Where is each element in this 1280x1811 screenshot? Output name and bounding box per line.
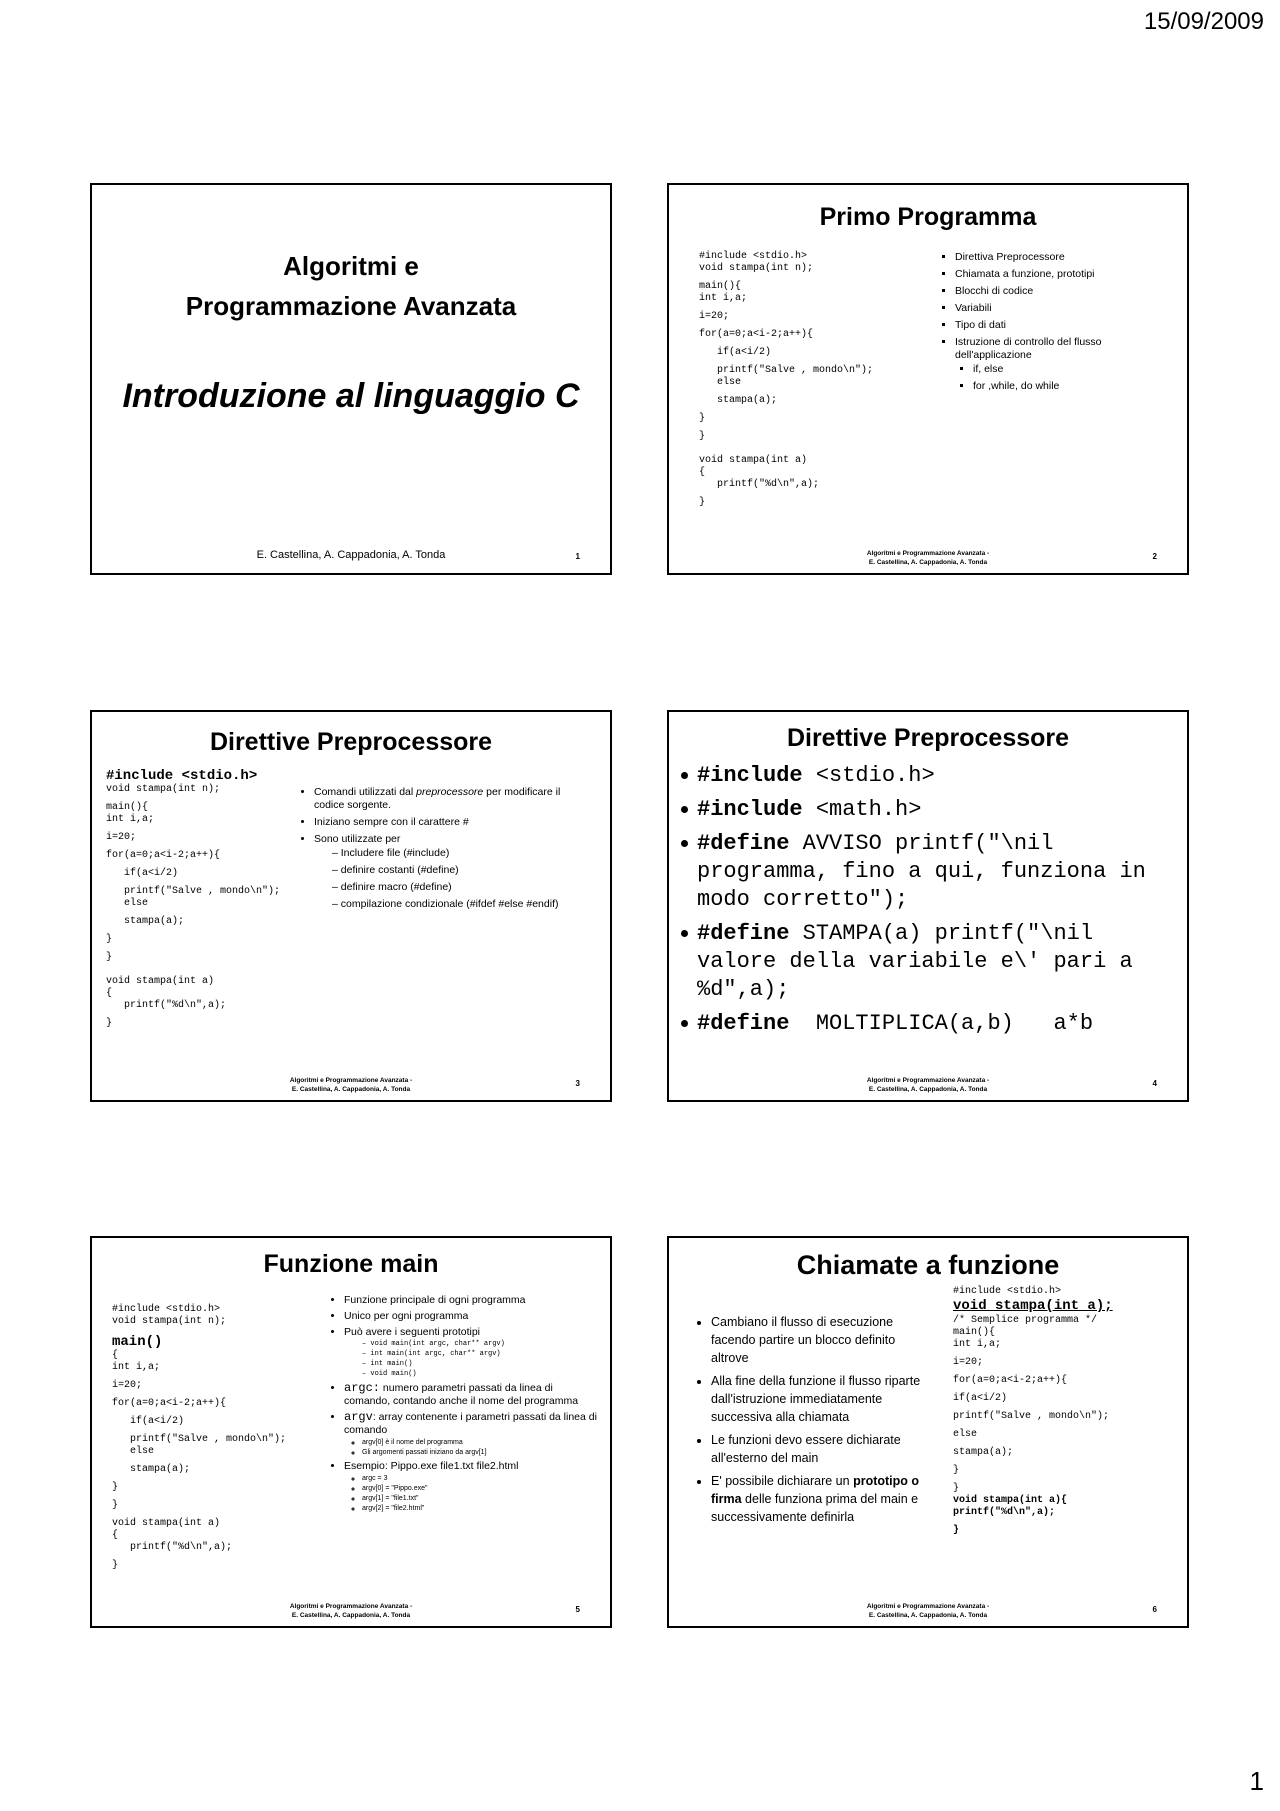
footer-line: Algoritmi e Programmazione Avanzata - bbox=[289, 1077, 413, 1084]
code-line: printf("Salve , mondo\n"); bbox=[953, 1411, 1110, 1422]
slide-5-code bbox=[112, 1304, 286, 1572]
footer-line: E. Castellina, A. Cappadonia, A. Tonda bbox=[291, 1086, 411, 1093]
page-number: 1 bbox=[1249, 1766, 1264, 1796]
slide-3-title: Direttive Preprocessore bbox=[209, 728, 493, 756]
code-line: int i,a; bbox=[953, 1339, 1002, 1350]
slide-1-title-line2: Programmazione Avanzata bbox=[185, 291, 517, 321]
code-line: i=20; bbox=[699, 311, 730, 322]
slide-4-number: 4 bbox=[1152, 1079, 1157, 1088]
sub-bullet-item: – compilazione condizionale (#ifdef #else #endif) bbox=[332, 898, 559, 910]
slide-4-footer bbox=[669, 1076, 1187, 1094]
code-line: { bbox=[112, 1350, 119, 1361]
code-line: if(a<i/2) bbox=[112, 1416, 185, 1427]
bullet-text: Sono utilizzate per bbox=[314, 833, 401, 845]
slide-6-footer bbox=[669, 1602, 1187, 1620]
slide-2-footer bbox=[669, 549, 1187, 567]
code-line: stampa(a); bbox=[112, 1464, 191, 1475]
code-line: void stampa(int n); bbox=[106, 784, 221, 795]
slide-3 bbox=[90, 710, 612, 1102]
code-line: { bbox=[699, 467, 706, 478]
code-line: if(a<i/2) bbox=[699, 347, 772, 358]
footer-line: Algoritmi e Programmazione Avanzata - bbox=[866, 1603, 990, 1610]
code-line: { bbox=[112, 1530, 119, 1541]
code-line: void stampa(int n); bbox=[112, 1316, 227, 1327]
code-line: int i,a; bbox=[106, 814, 155, 825]
prototype-item: – int main(int argc, char** argv) bbox=[362, 1350, 501, 1358]
code-line: } bbox=[112, 1560, 119, 1571]
bullet-item: • Alla fine della funzione il flusso riparte dall'istruzione immediatamente successiva alla chiamata bbox=[711, 1372, 929, 1426]
code-line: #include <stdio.h> bbox=[112, 1304, 221, 1315]
code-line: void stampa(int a); bbox=[953, 1298, 1113, 1314]
code-line: else bbox=[953, 1429, 978, 1440]
slide-3-number: 3 bbox=[575, 1079, 580, 1088]
code-line: for(a=0;a<i-2;a++){ bbox=[953, 1375, 1068, 1386]
bullet-text: delle funziona prima del main e successivamente definirla bbox=[711, 1492, 919, 1524]
slide-1-subtitle: Introduzione al linguaggio C bbox=[122, 377, 580, 415]
bullet-item: ▪ Tipo di dati bbox=[955, 319, 1161, 332]
slide-4 bbox=[667, 710, 1189, 1102]
code-line: } bbox=[699, 431, 706, 442]
code-line: { bbox=[106, 988, 113, 999]
code-line: i=20; bbox=[953, 1357, 984, 1368]
code-line: printf("%d\n",a); bbox=[699, 479, 820, 490]
footer-line: E. Castellina, A. Cappadonia, A. Tonda bbox=[868, 1086, 988, 1093]
directive-text: MOLTIPLICA(a,b) a*b bbox=[789, 1011, 1094, 1036]
bullet-item bbox=[314, 786, 590, 812]
slide-2-title: Primo Programma bbox=[819, 203, 1037, 231]
directive-keyword: #define bbox=[697, 831, 790, 856]
code-line: stampa(a); bbox=[953, 1447, 1014, 1458]
slide-6-code bbox=[953, 1286, 1113, 1537]
prototype-text: int main(int argc, char** argv) bbox=[370, 1350, 501, 1358]
code-line: printf("Salve , mondo\n"); bbox=[699, 365, 874, 376]
example-item: ◦ argv[2] = "file2.html" bbox=[362, 1504, 600, 1513]
code-line: main(){ bbox=[106, 802, 149, 813]
bullet-item: ▪ Direttiva Preprocessore bbox=[955, 251, 1161, 264]
slide-1 bbox=[90, 183, 612, 575]
code-line: void stampa(int a) bbox=[106, 976, 215, 987]
slide-6 bbox=[667, 1236, 1189, 1628]
slide-5 bbox=[90, 1236, 612, 1628]
bullet-dot bbox=[681, 930, 688, 937]
code-line: printf("%d\n",a); bbox=[953, 1507, 1056, 1518]
code-line: } bbox=[953, 1465, 960, 1476]
example-item: ◦ argc = 3 bbox=[362, 1474, 600, 1483]
directive-item bbox=[681, 762, 1171, 790]
code-line: for(a=0;a<i-2;a++){ bbox=[699, 329, 814, 340]
directive-keyword: #define bbox=[697, 921, 790, 946]
bullet-item: • Cambiano il flusso di esecuzione facendo partire un blocco definito altrove bbox=[711, 1313, 929, 1367]
slide-1-authors: E. Castellina, A. Cappadonia, A. Tonda bbox=[256, 549, 446, 561]
code-line: printf("Salve , mondo\n"); bbox=[106, 886, 281, 897]
directive-keyword: #include bbox=[697, 797, 803, 822]
footer-line: Algoritmi e Programmazione Avanzata - bbox=[289, 1603, 413, 1610]
code-line: if(a<i/2) bbox=[953, 1393, 1008, 1404]
code-line: } bbox=[106, 934, 113, 945]
bullet-item bbox=[955, 336, 1161, 393]
code-line: #include <stdio.h> bbox=[699, 251, 808, 262]
footer-line: Algoritmi e Programmazione Avanzata - bbox=[866, 1077, 990, 1084]
code-line: void stampa(int a) bbox=[112, 1518, 221, 1529]
slide-4-title: Direttive Preprocessore bbox=[786, 724, 1070, 752]
bullet-dot bbox=[681, 772, 688, 779]
prototype-text: void main(int argc, char** argv) bbox=[370, 1340, 505, 1348]
code-line: else bbox=[112, 1446, 155, 1457]
code-line: main(){ bbox=[699, 281, 742, 292]
bullet-item: ▪ Variabili bbox=[955, 302, 1161, 315]
code-line: } bbox=[106, 1018, 113, 1029]
slide-1-number: 1 bbox=[575, 552, 580, 561]
directive-item bbox=[681, 830, 1171, 914]
bullet-text: numero parametri passati da linea di comando, contando anche il nome del programma bbox=[344, 1382, 579, 1407]
bullet-item: • Funzione principale di ogni programma bbox=[344, 1294, 600, 1307]
example-item: ◦ argv[1] = "file1.txt" bbox=[362, 1494, 600, 1503]
code-line: /* Semplice programma */ bbox=[953, 1315, 1098, 1326]
argv-note: ◦ Gli argomenti passati iniziano da argv[1] bbox=[362, 1448, 600, 1457]
directive-item bbox=[681, 1010, 1171, 1038]
slide-2-number: 2 bbox=[1152, 552, 1157, 561]
slide-1-title-line1: Algoritmi e bbox=[283, 251, 419, 281]
prototype-text: void main() bbox=[370, 1370, 417, 1378]
directive-keyword: #define bbox=[697, 1011, 790, 1036]
footer-line: Algoritmi e Programmazione Avanzata - bbox=[866, 550, 990, 557]
sub-bullet-item: ▪ for ,while, do while bbox=[973, 380, 1161, 393]
code-line: } bbox=[112, 1482, 119, 1493]
bullet-dot bbox=[681, 806, 688, 813]
slide-2-code bbox=[699, 251, 873, 509]
code-line: else bbox=[106, 898, 149, 909]
sub-bullet-text: definire costanti (#define) bbox=[340, 864, 459, 876]
code-line: #include <stdio.h> bbox=[953, 1286, 1062, 1297]
sub-bullet-text: definire macro (#define) bbox=[340, 881, 452, 893]
sub-bullet-item: ▪ if, else bbox=[973, 363, 1161, 376]
sub-bullet-item: – Includere file (#include) bbox=[332, 847, 450, 859]
code-line: i=20; bbox=[106, 832, 137, 843]
bullet-text: Istruzione di controllo del flusso dell'applicazione bbox=[955, 336, 1102, 361]
footer-line: E. Castellina, A. Cappadonia, A. Tonda bbox=[868, 1612, 988, 1619]
slide-3-code bbox=[106, 768, 280, 1030]
prototype-item: – void main() bbox=[362, 1370, 417, 1378]
code-line: } bbox=[699, 413, 706, 424]
prototype-item: – int main() bbox=[362, 1360, 413, 1368]
bullet-text: Comandi utilizzati dal bbox=[314, 786, 417, 798]
bullet-item: • Le funzioni devo essere dichiarate all'esterno del main bbox=[711, 1431, 929, 1467]
bullet-text: per modificare il codice sorgente. bbox=[314, 786, 561, 811]
code-line: if(a<i/2) bbox=[106, 868, 179, 879]
code-line: i=20; bbox=[112, 1380, 143, 1391]
header-date: 15/09/2009 bbox=[1143, 8, 1264, 35]
slide-3-footer bbox=[92, 1076, 610, 1094]
slide-6-number: 6 bbox=[1152, 1605, 1157, 1614]
bullet-text: Può avere i seguenti prototipi bbox=[344, 1326, 481, 1338]
sub-bullet-text: Includere file (#include) bbox=[340, 847, 450, 859]
sub-bullet-item: – definire costanti (#define) bbox=[332, 864, 459, 876]
bullet-text: : array contenente i parametri passati da linea di comando bbox=[344, 1411, 597, 1436]
code-line: } bbox=[953, 1525, 960, 1536]
slide-6-title: Chiamate a funzione bbox=[796, 1250, 1060, 1280]
bullet-dot bbox=[681, 1020, 688, 1027]
slide-5-title: Funzione main bbox=[263, 1250, 439, 1278]
code-line: } bbox=[699, 497, 706, 508]
directive-text: STAMPA(a) printf("\nil valore della variabile e\' pari a %d",a); bbox=[697, 921, 1133, 1002]
code-line: main(){ bbox=[953, 1327, 996, 1338]
bullet-code: argv bbox=[344, 1410, 373, 1424]
bullet-item bbox=[314, 833, 590, 911]
bullet-emphasis: preprocessore bbox=[416, 786, 484, 798]
sub-bullet-text: compilazione condizionale (#ifdef #else #endif) bbox=[340, 898, 559, 910]
slide-2 bbox=[667, 183, 1189, 575]
bullet-code: argc: bbox=[344, 1381, 381, 1395]
code-line: void stampa(int a){ bbox=[953, 1495, 1068, 1506]
bullet-dot bbox=[681, 840, 688, 847]
directive-item bbox=[681, 920, 1171, 1004]
prototype-item: – void main(int argc, char** argv) bbox=[362, 1340, 505, 1348]
slide-2-bullets bbox=[941, 251, 1161, 397]
code-line: for(a=0;a<i-2;a++){ bbox=[112, 1398, 227, 1409]
bullet-text: E' possibile dichiarare un bbox=[711, 1474, 854, 1488]
code-line: else bbox=[699, 377, 742, 388]
bullet-item: ▪ Blocchi di codice bbox=[955, 285, 1161, 298]
sub-bullet-item: – definire macro (#define) bbox=[332, 881, 452, 893]
prototype-text: int main() bbox=[370, 1360, 413, 1368]
code-line: stampa(a); bbox=[699, 395, 778, 406]
slide-5-footer bbox=[92, 1602, 610, 1620]
directive-item bbox=[681, 796, 1171, 824]
footer-line: E. Castellina, A. Cappadonia, A. Tonda bbox=[291, 1612, 411, 1619]
bullet-item: • Iniziano sempre con il carattere # bbox=[314, 816, 590, 829]
slide-4-list bbox=[681, 762, 1171, 1044]
slide-5-number: 5 bbox=[575, 1605, 580, 1614]
example-item: ◦ argv[0] = "Pippo.exe" bbox=[362, 1484, 600, 1493]
code-line: int i,a; bbox=[112, 1362, 161, 1373]
code-line: printf("%d\n",a); bbox=[106, 1000, 227, 1011]
directive-keyword: #include bbox=[697, 763, 803, 788]
code-line: printf("%d\n",a); bbox=[112, 1542, 233, 1553]
bullet-text: Esempio: Pippo.exe file1.txt file2.html bbox=[344, 1460, 519, 1472]
slide-6-bullets bbox=[697, 1313, 929, 1530]
bullet-item: ▪ Chiamata a funzione, prototipi bbox=[955, 268, 1161, 281]
code-line: printf("Salve , mondo\n"); bbox=[112, 1434, 287, 1445]
bullet-item bbox=[344, 1460, 600, 1513]
bullet-item bbox=[711, 1472, 929, 1526]
code-line: for(a=0;a<i-2;a++){ bbox=[106, 850, 221, 861]
code-line: } bbox=[112, 1500, 119, 1511]
directive-text: <stdio.h> bbox=[802, 763, 935, 788]
slide-5-bullets bbox=[330, 1294, 600, 1517]
argv-note: ◦ argv[0] è il nome del programma bbox=[362, 1438, 600, 1447]
code-line: int i,a; bbox=[699, 293, 748, 304]
code-line: } bbox=[953, 1483, 960, 1494]
bullet-bold: prototipo o firma bbox=[711, 1474, 920, 1506]
directive-text: <math.h> bbox=[802, 797, 922, 822]
code-line: stampa(a); bbox=[106, 916, 185, 927]
footer-line: E. Castellina, A. Cappadonia, A. Tonda bbox=[868, 559, 988, 566]
bullet-item bbox=[344, 1326, 600, 1379]
slide-3-bullets bbox=[300, 786, 590, 915]
code-line: void stampa(int a) bbox=[699, 455, 808, 466]
bullet-item bbox=[344, 1382, 600, 1408]
code-line: } bbox=[106, 952, 113, 963]
bullet-item: • Unico per ogni programma bbox=[344, 1310, 600, 1323]
code-line: main() bbox=[112, 1334, 163, 1350]
code-line: #include <stdio.h> bbox=[106, 768, 258, 784]
directive-text: AVVISO printf("\nil programma, fino a qui, funziona in modo corretto"); bbox=[697, 831, 1146, 912]
bullet-item bbox=[344, 1411, 600, 1457]
code-line: void stampa(int n); bbox=[699, 263, 814, 274]
